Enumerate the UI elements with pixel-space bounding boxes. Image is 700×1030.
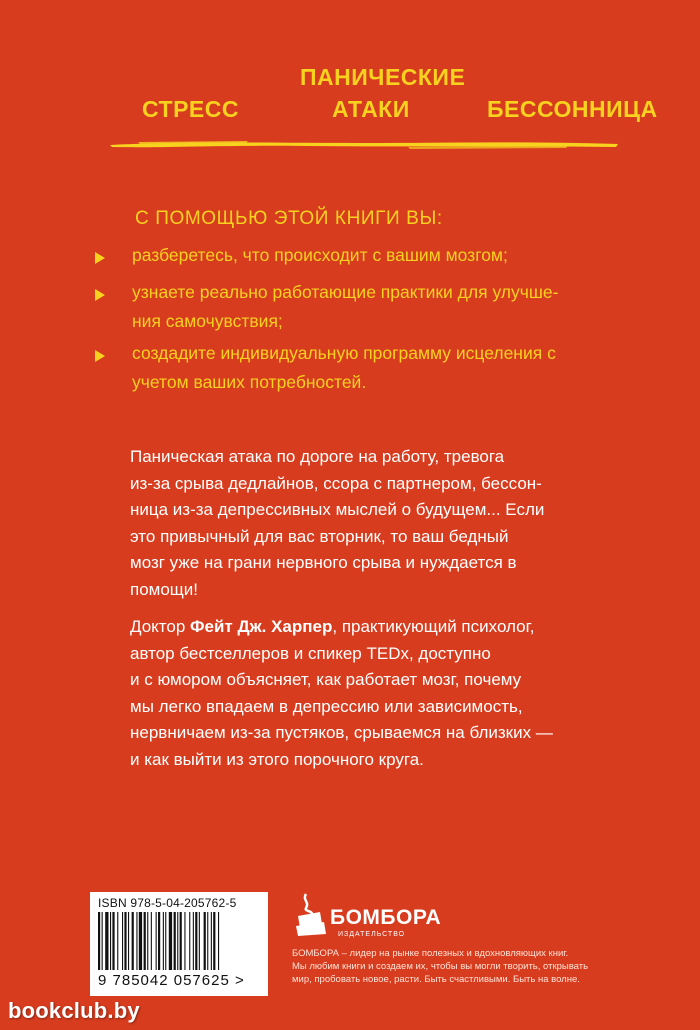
barcode-bar: [184, 912, 185, 970]
intro-heading: С ПОМОЩЬЮ ЭТОЙ КНИГИ ВЫ:: [135, 208, 443, 229]
barcode-bar: [177, 912, 178, 970]
publisher-subtitle: ИЗДАТЕЛЬСТВО: [338, 931, 406, 938]
barcode-bar: [98, 912, 100, 970]
para1-line: из-за срыва дедлайнов, ссора с партнером, бессон-: [130, 473, 542, 493]
barcode-bar: [174, 912, 176, 970]
barcode-bar: [151, 912, 152, 970]
bullet-3-line1: создадите индивидуальную программу исцеления с: [132, 343, 556, 363]
publisher-name: БОМБОРА: [330, 906, 442, 929]
publisher-desc-line: мир, пробовать новое, расти. Быть счастливыми. Быть на волне.: [292, 974, 580, 985]
para2-line: нервничаем из-за пустяков, срываемся на близких —: [130, 723, 553, 742]
barcode-bar: [128, 912, 129, 970]
para2-line: [130, 614, 655, 641]
barcode-digits: 9 785042 057625 >: [98, 972, 245, 989]
bullet-1-line1: разберетесь, что происходит с вашим мозгом;: [132, 245, 508, 265]
barcode-bar: [139, 912, 142, 970]
para1-line: мозг уже на грани нервного срыва и нуждается в: [130, 553, 517, 572]
barcode-bar: [199, 912, 200, 970]
para2-line: и как выйти из этого порочного круга.: [130, 749, 424, 769]
bullet-item-3: [132, 339, 652, 397]
brush-stroke-divider: [108, 138, 620, 150]
barcode-bar: [112, 912, 114, 970]
barcode-bar: [204, 912, 206, 970]
title-word-panic-line2: АТАКИ: [332, 96, 410, 122]
publisher-desc-line: Мы любим книги и создаем их, чтобы вы могли творить, открывать: [292, 961, 589, 972]
bullet-2-line1: узнаете реально работающие практики для улучше-: [132, 282, 559, 302]
bullet-item-2: [132, 278, 652, 336]
barcode-bar: [102, 912, 103, 970]
para2-line: и с юмором объясняет, как работает мозг, почему: [130, 670, 522, 689]
barcode-bars-icon: [98, 912, 262, 970]
barcode-bar: [218, 912, 219, 970]
watermark-site: bookclub.by: [8, 998, 140, 1023]
author-name: Фейт Дж. Харпер: [190, 617, 333, 636]
barcode-bar: [117, 912, 118, 970]
barcode-box: [90, 892, 268, 996]
title-word-stress: СТРЕСС: [142, 96, 239, 122]
barcode-bar: [207, 912, 208, 970]
para1-line: ница из-за депрессивных мыслей о будущем... Если: [130, 500, 545, 519]
title-word-insomnia: БЕССОННИЦА: [487, 96, 658, 122]
barcode-bar: [213, 912, 215, 970]
para2-text: , практикующий психолог,: [332, 617, 535, 636]
barcode-bar: [110, 912, 111, 970]
bullet-arrow-icon: [95, 350, 105, 362]
para2-line: мы легко впадаем в депрессию или зависимость,: [130, 696, 523, 716]
description-paragraph-2: [130, 614, 655, 773]
publisher-desc-line: БОМБОРА – лидер на рынке полезных и вдохновляющих книг.: [292, 948, 569, 959]
barcode-bar: [132, 912, 134, 970]
bullet-arrow-icon: [95, 252, 105, 264]
barcode-bar: [144, 912, 146, 970]
bullet-item-1: [132, 241, 652, 270]
para1-line: Паническая атака по дороге на работу, тревога: [130, 447, 505, 466]
bullet-arrow-icon: [95, 289, 105, 301]
barcode-bar: [136, 912, 137, 970]
bombora-logo-icon: [292, 890, 332, 936]
barcode-bar: [195, 912, 197, 970]
bullet-2-line2: ния самочувствия;: [132, 311, 283, 331]
barcode-bar: [124, 912, 126, 970]
barcode-bar: [163, 912, 164, 970]
barcode-bar: [122, 912, 123, 970]
para2-text: Доктор: [130, 617, 191, 636]
barcode-bar: [180, 912, 182, 970]
barcode-bar: [105, 912, 108, 970]
description-paragraph-1: [130, 444, 655, 603]
barcode-bar: [211, 912, 212, 970]
barcode-bar: [147, 912, 148, 970]
publisher-description: [292, 947, 652, 986]
barcode-bar: [156, 912, 157, 970]
para1-line: помощи!: [130, 579, 199, 599]
barcode-bar: [158, 912, 160, 970]
barcode-bar: [189, 912, 190, 970]
barcode-bar: [169, 912, 172, 970]
isbn-label: ISBN 978-5-04-205762-5: [98, 896, 237, 910]
para1-line: это привычный для вас вторник, то ваш бедный: [130, 526, 509, 546]
para2-line: автор бестселлеров и спикер TEDx, доступно: [130, 643, 491, 663]
bullet-3-line2: учетом ваших потребностей.: [132, 372, 367, 392]
title-word-panic-line1: ПАНИЧЕСКИЕ: [300, 64, 466, 90]
barcode-bar: [193, 912, 194, 970]
barcode-bar: [165, 912, 166, 970]
